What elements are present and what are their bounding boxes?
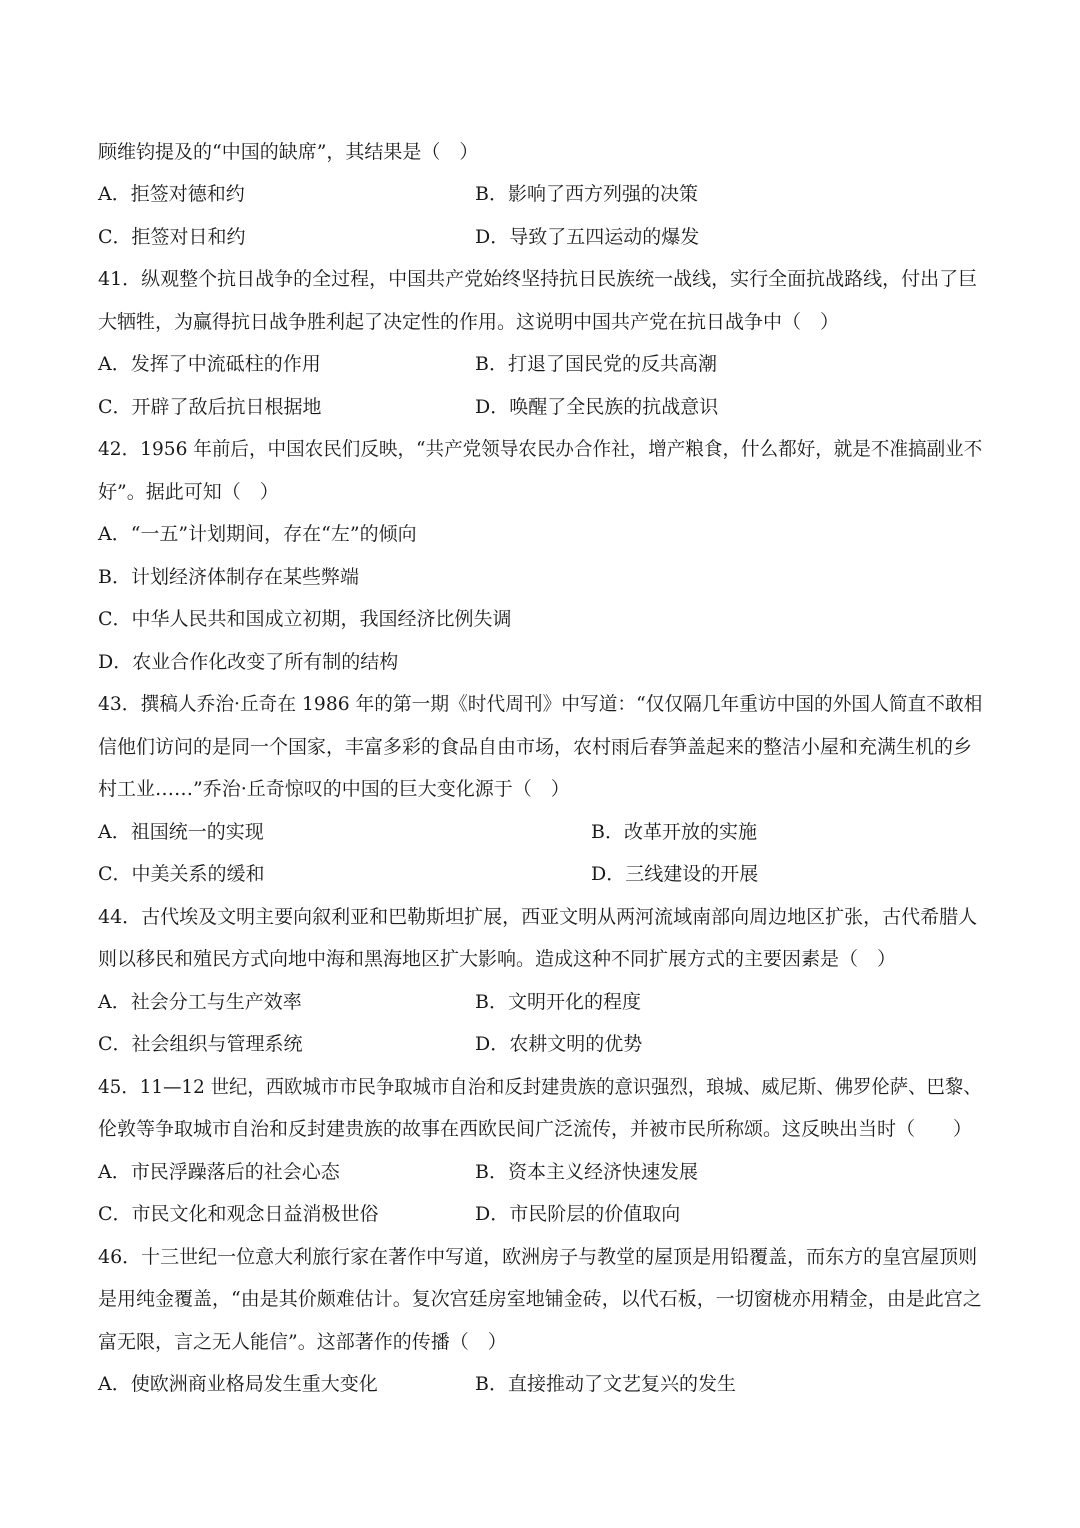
q44-stem-line-1: 44．古代埃及文明主要向叙利亚和巴勒斯坦扩展，西亚文明从两河流域南部向周边地区扩张，古代希腊人 — [98, 906, 978, 928]
q44-option-c: C．社会组织与管理系统 — [98, 1033, 303, 1055]
q41-option-b: B．打退了国民党的反共高潮 — [475, 353, 717, 375]
q46-stem-line-1: 46．十三世纪一位意大利旅行家在著作中写道，欧洲房子与教堂的屋顶是用铅覆盖，而东方的皇宫屋顶则 — [98, 1246, 978, 1268]
q42-option-d: D．农业合作化改变了所有制的结构 — [98, 651, 399, 673]
q45-option-a: A．市民浮躁落后的社会心态 — [98, 1161, 340, 1183]
q46-stem-line-2: 是用纯金覆盖，“由是其价颇难估计。复次宫廷房室地铺金砖，以代石板，一切窗栊亦用精金，由是此宫之 — [98, 1288, 982, 1310]
q40-option-a: A．拒签对德和约 — [98, 183, 245, 205]
q46-option-b: B．直接推动了文艺复兴的发生 — [475, 1373, 736, 1395]
q44-option-b: B．文明开化的程度 — [475, 991, 641, 1013]
q43-stem-line-3: 村工业……”乔治·丘奇惊叹的中国的巨大变化源于（ ） — [98, 778, 570, 800]
q40-option-b: B．影响了西方列强的决策 — [475, 183, 698, 205]
q46-stem-line-3: 富无限，言之无人能信”。这部著作的传播（ ） — [98, 1331, 507, 1353]
q44-stem-line-2: 则以移民和殖民方式向地中海和黑海地区扩大影响。造成这种不同扩展方式的主要因素是（ ） — [98, 948, 897, 970]
q43-option-c: C．中美关系的缓和 — [98, 863, 265, 885]
q45-option-c: C．市民文化和观念日益消极世俗 — [98, 1203, 379, 1225]
q41-stem-line-1: 41．纵观整个抗日战争的全过程，中国共产党始终坚持抗日民族统一战线，实行全面抗战路线，付出了巨 — [98, 268, 978, 290]
q43-option-d: D．三线建设的开展 — [591, 863, 759, 885]
q42-option-c: C．中华人民共和国成立初期，我国经济比例失调 — [98, 608, 512, 630]
q45-option-d: D．市民阶层的价值取向 — [475, 1203, 681, 1225]
q46-option-a: A．使欧洲商业格局发生重大变化 — [98, 1373, 378, 1395]
q42-stem-line-1: 42．1956 年前后，中国农民们反映，“共产党领导农民办合作社，增产粮食，什么都好，就是不准搞副业不 — [98, 438, 983, 460]
q44-option-a: A．社会分工与生产效率 — [98, 991, 302, 1013]
q42-option-b: B．计划经济体制存在某些弊端 — [98, 566, 359, 588]
q43-option-a: A．祖国统一的实现 — [98, 821, 264, 843]
q40-option-c: C．拒签对日和约 — [98, 226, 246, 248]
q44-option-d: D．农耕文明的优势 — [475, 1033, 643, 1055]
q41-option-d: D．唤醒了全民族的抗战意识 — [475, 396, 719, 418]
q43-stem-line-2: 信他们访问的是同一个国家，丰富多彩的食品自由市场，农村雨后春笋盖起来的整洁小屋和充满生机的乡 — [98, 736, 973, 758]
q41-option-a: A．发挥了中流砥柱的作用 — [98, 353, 321, 375]
q43-option-b: B．改革开放的实施 — [591, 821, 757, 843]
q45-option-b: B．资本主义经济快速发展 — [475, 1161, 698, 1183]
q45-stem-line-1: 45．11—12 世纪，西欧城市市民争取城市自治和反封建贵族的意识强烈，琅城、威尼斯、佛罗伦萨、巴黎、 — [98, 1076, 982, 1098]
q43-stem-line-1: 43．撰稿人乔治·丘奇在 1986 年的第一期《时代周刊》中写道：“仅仅隔几年重访中国的外国人简直不敢相 — [98, 693, 983, 715]
q41-option-c: C．开辟了敌后抗日根据地 — [98, 396, 322, 418]
q40-option-d: D．导致了五四运动的爆发 — [475, 226, 700, 248]
q41-stem-line-2: 大牺牲，为赢得抗日战争胜利起了决定性的作用。这说明中国共产党在抗日战争中（ ） — [98, 311, 840, 333]
q45-stem-line-2: 伦敦等争取城市自治和反封建贵族的故事在西欧民间广泛流传，并被市民所称颂。这反映出当时（ ） — [98, 1118, 973, 1140]
q40-stem: 顾维钧提及的“中国的缺席”，其结果是（ ） — [98, 141, 479, 163]
q42-option-a: A．“一五”计划期间，存在“左”的倾向 — [98, 523, 417, 545]
q42-stem-line-2: 好”。据此可知（ ） — [98, 481, 279, 503]
